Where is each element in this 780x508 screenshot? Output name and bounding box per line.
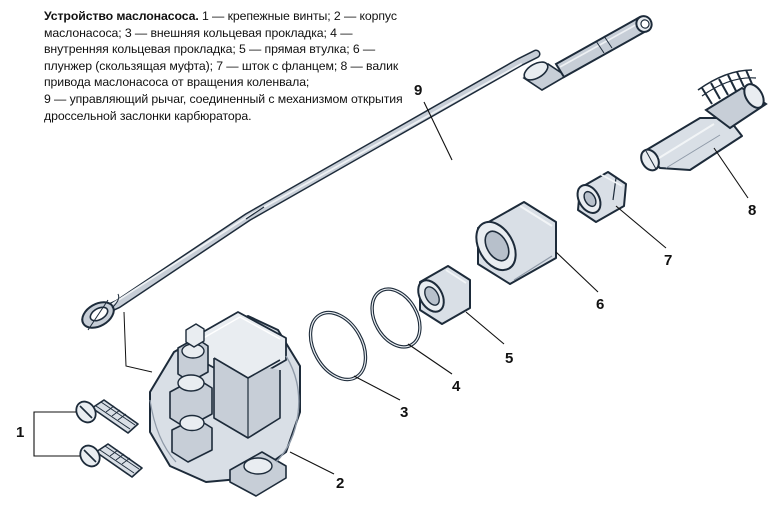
- part-9-lever-eye: [78, 294, 119, 333]
- callout-3: 3: [400, 404, 409, 421]
- part-8-drive-shaft: [638, 70, 768, 198]
- part-9-control-lever: [78, 13, 655, 333]
- callout-5: 5: [505, 350, 514, 367]
- part-6-plunger: [468, 202, 598, 292]
- part-2-pump-housing: [124, 312, 334, 496]
- callout-8: 8: [748, 202, 757, 219]
- part-9-upper-tube: [556, 13, 654, 77]
- part-7-flanged-rod: [573, 172, 666, 248]
- part-3-outer-oring: [299, 303, 400, 400]
- part-1-mounting-screws: [34, 398, 142, 477]
- callout-6: 6: [596, 296, 605, 313]
- screw-lower: [76, 442, 142, 477]
- callout-4: 4: [452, 378, 461, 395]
- part-5-straight-bushing: [413, 266, 504, 344]
- callout-1: 1: [16, 424, 25, 441]
- screw-upper: [72, 398, 138, 433]
- callout-2: 2: [336, 475, 345, 492]
- caption-last-line: 9 — управляющий рычаг, соединенный с механизмом открытия дроссельной заслонки карбюратора.: [44, 91, 403, 123]
- caption-lead: Устройство маслонасоса.: [44, 9, 199, 23]
- callout-7: 7: [664, 252, 673, 269]
- caption-body: 1 — крепежные винты; 2 — корпус маслонасоса; 3 — внешняя кольцевая прокладка; 4 — внутренняя кольцевая прокладка; 5 — прямая втулка; 6 — плунжер (скользящая муфта); 7 — шток с фланцем; 8 — валик привода маслонасоса от вращения коленвала;: [44, 9, 399, 90]
- callout-9: 9: [414, 82, 423, 99]
